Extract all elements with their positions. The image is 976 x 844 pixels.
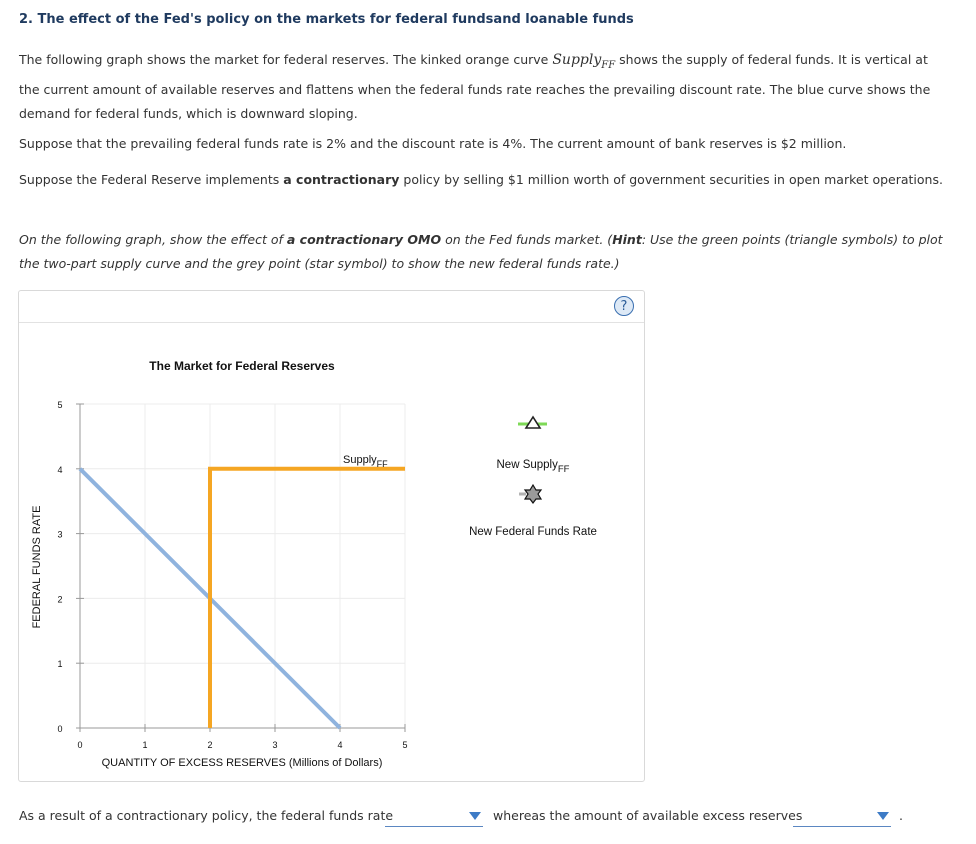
x-axis-label: QUANTITY OF EXCESS RESERVES (Millions of Dollars) [101,757,383,769]
policy-text-2: policy by selling $1 million worth of government securities in open market operations. [399,172,943,187]
y-tick-label: 3 [57,529,63,540]
excess-reserves-dropdown[interactable] [793,806,891,827]
y-tick-label: 0 [57,724,63,734]
instruction-bold-1: a contractionary OMO [286,232,442,247]
bottom-sentence [19,808,393,823]
policy-text-1: Suppose the Federal Reserve implements [19,172,284,187]
chart-grid [80,404,405,728]
instruction-text-1: On the following graph, show the effect of [19,232,287,247]
y-axis-label: FEDERAL FUNDS RATE [31,505,43,629]
assumption-paragraph: Suppose that the prevailing federal funds rate is 2% and the discount rate is 4%. The current amount of bank reserves is $2 million. [19,136,847,151]
new-supply-label-main: New Supply [496,459,558,471]
supply-ff-main: Supply [552,52,602,68]
palette-new-rate[interactable] [469,485,597,538]
question-heading: 2. The effect of the Fed's policy on the markets for federal fundsand loanable funds [19,12,634,27]
palette-new-supply[interactable] [497,417,570,475]
chart-axes [57,400,407,750]
bottom-sentence-2 [493,808,802,823]
bottom-text-1: As a result of a contractionary policy, the federal funds rate [19,808,394,823]
chevron-down-icon [877,812,889,820]
bottom-period: . [899,808,903,823]
y-tick-label: 1 [57,659,63,670]
instruction-bold-2: Hint [612,232,642,247]
supply-label-sub: FF [376,458,388,469]
x-tick-label: 0 [77,740,83,750]
y-tick-label: 2 [57,594,63,605]
chart-title: The Market for Federal Reserves [149,359,335,373]
supply-label-main: Supply [343,453,377,466]
new-rate-label: New Federal Funds Rate [469,526,597,538]
instruction-text-2: on the Fed funds market. ( [441,232,613,247]
new-supply-label-sub: FF [557,464,570,475]
supply-ff-sub: FF [601,59,616,71]
bottom-text-2: whereas the amount of available excess reserves [493,808,803,823]
intro-text-2: shows the supply of federal funds. It is vertical at the current amount of available reserves and flattens when the federal funds rate reaches the prevailing discount rate. The blue curve shows the demand for federal funds, which is downward sloping. [19,52,931,121]
fed-funds-rate-dropdown[interactable] [385,806,483,827]
y-tick-label: 5 [57,400,63,410]
y-tick-label: 4 [57,464,63,475]
x-tick-label: 4 [337,740,343,750]
x-tick-label: 2 [207,740,213,750]
supply-curve-label [343,454,388,469]
x-tick-label: 1 [142,740,148,750]
x-tick-label: 3 [272,740,278,750]
star-icon[interactable] [525,485,541,503]
instruction-text-3: : Use the green points (triangle symbols) to plot the two-part supply curve and the grey point (star symbol) to show the new federal funds rate.) [19,232,943,271]
policy-bold: a contractionary [283,172,400,187]
intro-text-1: The following graph shows the market for federal reserves. The kinked orange curve [19,52,553,67]
x-tick-label: 5 [402,740,408,750]
new-supply-label [497,459,570,475]
chevron-down-icon [469,812,481,820]
help-icon[interactable]: ? [614,296,634,316]
